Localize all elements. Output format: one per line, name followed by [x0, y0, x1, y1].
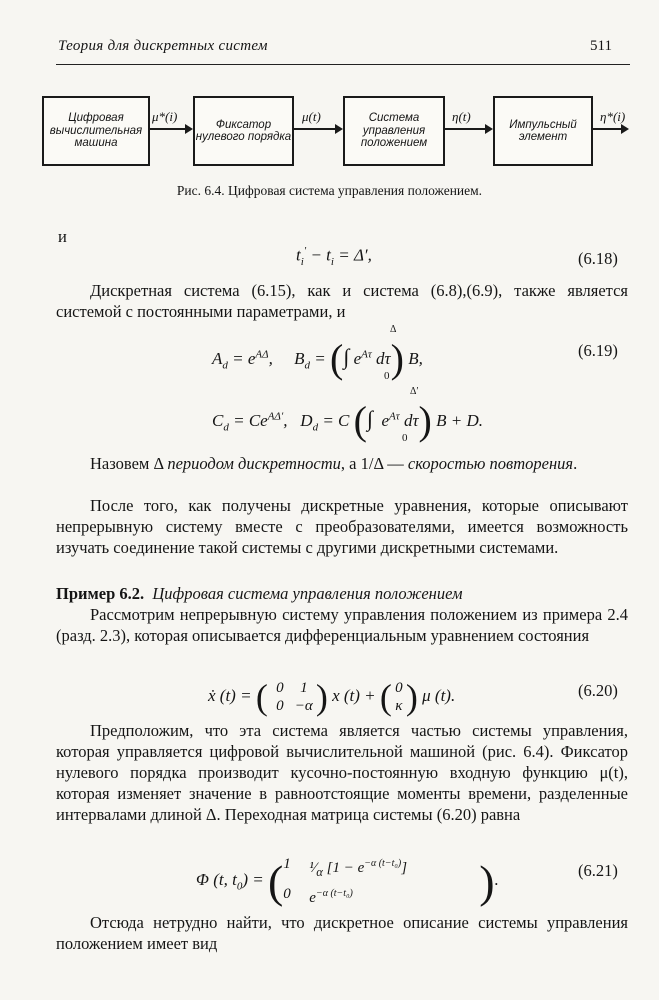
equation-6-18: $t_i' - t_i = \Delta'$, [296, 245, 372, 269]
integral-limit-lower-2: 0 [402, 432, 408, 444]
block-hold: Фиксатор нулевого порядка [193, 96, 294, 166]
paragraph-4: Рассмотрим непрерывную систему управления положением из примера 2.4 (разд. 2.3), которая описывается дифференциальным уравнением состояния [56, 605, 628, 645]
signal-mu-star: μ*(i) [152, 109, 178, 124]
header-rule [56, 64, 630, 65]
arrow-2 [292, 128, 341, 130]
running-title: Теория для дискретных систем [58, 38, 268, 54]
paragraph-6: Отсюда нетрудно найти, что дискретное описание системы управления положением имеет вид [56, 913, 628, 953]
block-sampler: Импульсный элемент [493, 96, 593, 166]
signal-eta-star: η*(i) [600, 109, 626, 124]
paragraph-3: После того, как получены дискретные уравнения, которые описывают непрерывную систему вместе с преобразователями, имеется возможность изучать соединение такой системы с другими дискретными системами. [56, 496, 628, 557]
example-heading: Пример 6.2. Цифровая система управления положением [56, 584, 463, 603]
signal-eta: η(t) [452, 109, 471, 124]
integral-limit-upper-2: Δ′ [410, 386, 419, 397]
equation-label-6-21: (6.21) [578, 861, 618, 880]
signal-mu: μ(t) [302, 109, 321, 124]
conjunction: и [58, 227, 67, 246]
equation-label-6-19: (6.19) [578, 341, 618, 360]
arrow-1 [148, 128, 191, 130]
block-plant: Система управления положением [343, 96, 445, 166]
equation-label-6-20: (6.20) [578, 681, 618, 700]
paragraph-1: Дискретная система (6.15), как и система (6.8),(6.9), также является системой с постоянными параметрами, и [56, 281, 628, 321]
equation-6-19b: $C_d = Ce^{A\Delta'}$, $D_d = C$ (∫ $e^{A\tau}$ dτ) B + D. [212, 398, 484, 443]
equation-6-20: ẋ (t) = ( 0 1 0 −α ) x (t) + ( 0 κ ) μ (t). [208, 677, 456, 717]
equation-6-21: Φ (t, $t_0$) = ( 1 $^1⁄_\alpha$ $[1 - e^{-\alpha (t-t_0)}]$ 0 $e^{-\alpha (t-t_0)}$ ) . [196, 855, 499, 907]
integral-limit-upper-1: Δ [390, 324, 397, 335]
integral-limit-lower-1: 0 [384, 370, 390, 382]
block-computer: Цифровая вычислительная машина [42, 96, 150, 166]
figure-caption: Рис. 6.4. Цифровая система управления положением. [176, 183, 483, 198]
paragraph-2: Назовем Δ периодом дискретности, а 1/Δ — скоростью повторения. [90, 454, 578, 473]
equation-6-19a: $A_d = e^{A\Delta}$, $B_d$ = (∫ $e^{A\tau}$ dτ) B, [212, 336, 423, 381]
equation-label-6-18: (6.18) [578, 249, 618, 268]
arrow-3 [443, 128, 491, 130]
page-number: 511 [590, 38, 612, 54]
arrow-4 [591, 128, 627, 130]
paragraph-5: Предположим, что эта система является частью системы управления, которая управляется цифровой вычислительной машиной (рис. 6.4). Фиксатор нулевого порядка производит кусочно-постоянную входную функцию μ(t), которая изменяет значение в равноотстоящие моменты времени, разделенные интервалами длиной Δ. Переходная матрица системы (6.20) равна [56, 721, 628, 824]
